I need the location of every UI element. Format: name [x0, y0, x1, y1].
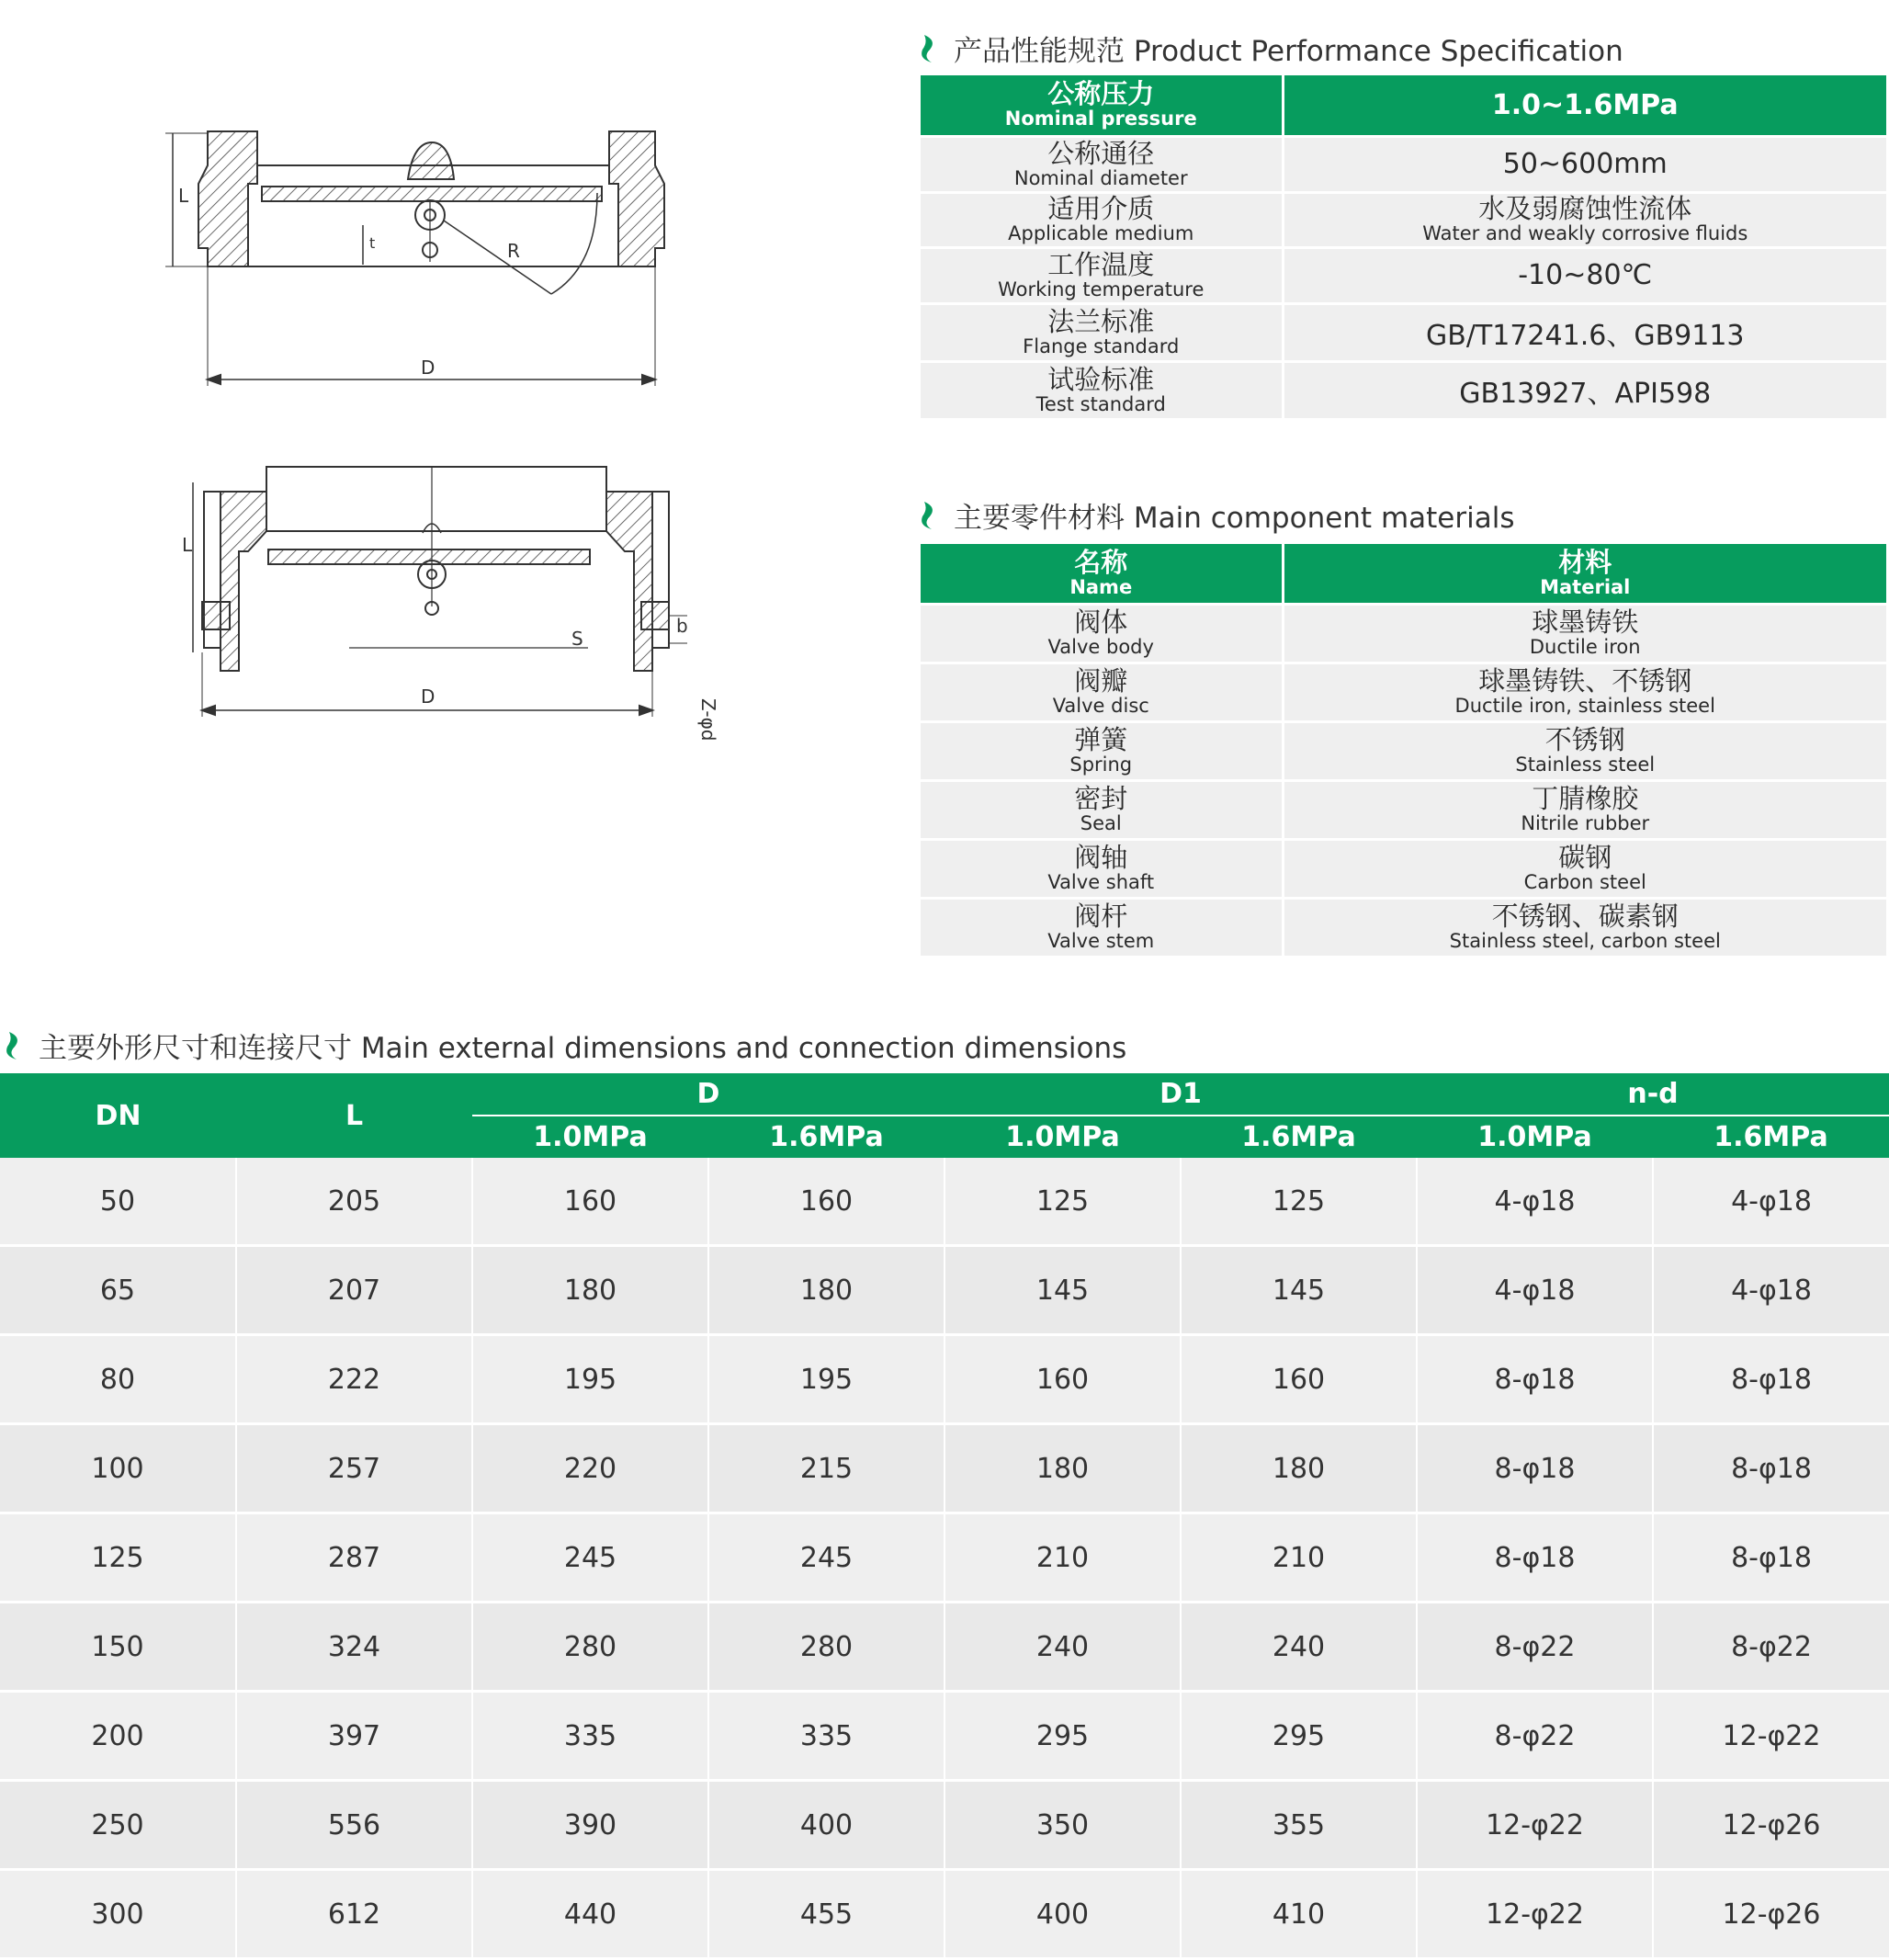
material-en: Stainless steel: [1515, 753, 1656, 776]
table-cell: 145: [1181, 1246, 1417, 1335]
table-cell: 4-φ18: [1653, 1246, 1889, 1335]
table-cell: 390: [472, 1781, 708, 1870]
col-d1: D1: [944, 1073, 1417, 1116]
material-cn: 不锈钢、碳素钢: [1491, 901, 1679, 932]
table-row: [0, 1335, 1889, 1424]
table-cell: 245: [472, 1513, 708, 1603]
dimensions-body: [0, 1158, 1889, 1959]
dim-label-d-bottom: D: [421, 685, 435, 708]
material-header-cn: 材料: [1558, 546, 1612, 578]
spec-value: [1283, 247, 1886, 303]
table-cell: 335: [472, 1692, 708, 1781]
part-name: [921, 663, 1283, 721]
table-cell: 295: [944, 1692, 1181, 1781]
col-d-1.6: 1.6MPa: [708, 1116, 944, 1158]
dim-label-r: R: [507, 240, 520, 262]
table-cell: 4-φ18: [1417, 1246, 1653, 1335]
table-cell: 222: [236, 1335, 472, 1424]
dim-label-l2: L: [182, 534, 193, 556]
dim-label-b: b: [676, 615, 688, 637]
part-material: [1283, 721, 1886, 780]
materials-section-title: [919, 494, 1514, 536]
table-cell: 440: [472, 1870, 708, 1959]
table-cell: 160: [708, 1158, 944, 1246]
spec-label-cn: 工作温度: [1047, 248, 1155, 280]
spec-value: [1283, 361, 1886, 419]
table-cell: 160: [472, 1158, 708, 1246]
leaf-icon: [919, 500, 943, 531]
spec-value-en: Water and weakly corrosive fluids: [1422, 222, 1748, 244]
part-cn: 阀瓣: [1074, 665, 1128, 697]
table-row: [0, 1158, 1889, 1246]
col-d: D: [472, 1073, 944, 1116]
table-cell: 245: [708, 1513, 944, 1603]
table-cell: 12-φ22: [1417, 1870, 1653, 1959]
table-row: [0, 1513, 1889, 1603]
col-d1-1.6: 1.6MPa: [1181, 1116, 1417, 1158]
part-material: [1283, 780, 1886, 839]
table-cell: 100: [0, 1424, 236, 1513]
header-label: [921, 75, 1283, 136]
spec-label: [921, 303, 1283, 361]
material-cn: 球墨铸铁: [1532, 606, 1639, 638]
part-en: Valve shaft: [1047, 871, 1155, 893]
table-row: [0, 1603, 1889, 1692]
leaf-icon: [4, 1030, 28, 1061]
table-cell: 180: [1181, 1424, 1417, 1513]
table-cell: 612: [236, 1870, 472, 1959]
top-view-drawing: [165, 131, 664, 386]
material-cn: 碳钢: [1558, 842, 1612, 873]
nominal-pressure-cn: 公称压力: [1047, 78, 1155, 110]
spec-value-text: GB13927、API598: [1459, 377, 1712, 410]
nominal-pressure-en: Nominal pressure: [1004, 108, 1197, 130]
table-cell: 295: [1181, 1692, 1417, 1781]
table-cell: 12-φ26: [1653, 1870, 1889, 1959]
table-cell: 8-φ22: [1653, 1603, 1889, 1692]
part-name: [921, 780, 1283, 839]
table-cell: 335: [708, 1692, 944, 1781]
material-en: Ductile iron, stainless steel: [1454, 695, 1715, 717]
spec-label: [921, 136, 1283, 192]
spec-value: [1283, 192, 1886, 247]
part-material: [1283, 604, 1886, 663]
dim-label-d-top: D: [421, 357, 435, 379]
part-cn: 阀轴: [1074, 842, 1128, 873]
spec-label-cn: 适用介质: [1047, 193, 1155, 224]
table-cell: 240: [1181, 1603, 1417, 1692]
table-row: [0, 1424, 1889, 1513]
spec-value: [1283, 136, 1886, 192]
part-en: Seal: [1080, 812, 1122, 834]
spec-label-en: Test standard: [1035, 392, 1166, 415]
table-cell: 210: [1181, 1513, 1417, 1603]
material-en: Stainless steel, carbon steel: [1449, 930, 1721, 952]
table-row: [0, 1781, 1889, 1870]
table-cell: 195: [708, 1335, 944, 1424]
table-cell: 8-φ18: [1653, 1335, 1889, 1424]
table-cell: 287: [236, 1513, 472, 1603]
table-cell: 455: [708, 1870, 944, 1959]
table-cell: 8-φ18: [1417, 1424, 1653, 1513]
part-cn: 弹簧: [1074, 724, 1128, 755]
table-cell: 8-φ22: [1417, 1603, 1653, 1692]
part-cn: 阀体: [1074, 606, 1128, 638]
performance-title-text: 产品性能规范 Product Performance Specification: [954, 35, 1623, 68]
table-cell: 355: [1181, 1781, 1417, 1870]
spec-value: [1283, 303, 1886, 361]
table-cell: 125: [1181, 1158, 1417, 1246]
table-cell: 300: [0, 1870, 236, 1959]
table-cell: 180: [708, 1246, 944, 1335]
col-d1-1.0: 1.0MPa: [944, 1116, 1181, 1158]
spec-label-en: Nominal diameter: [1013, 166, 1188, 189]
table-cell: 400: [944, 1870, 1181, 1959]
materials-title-text: 主要零件材料 Main component materials: [954, 502, 1515, 535]
spec-label-en: Working temperature: [998, 278, 1205, 300]
table-cell: 180: [944, 1424, 1181, 1513]
part-cn: 密封: [1074, 783, 1128, 814]
material-header-en: Material: [1540, 575, 1631, 598]
materials-table: [921, 544, 1886, 958]
table-row: [0, 1692, 1889, 1781]
table-cell: 400: [708, 1781, 944, 1870]
table-cell: 65: [0, 1246, 236, 1335]
table-cell: 50: [0, 1158, 236, 1246]
table-cell: 8-φ18: [1417, 1513, 1653, 1603]
table-cell: 4-φ18: [1653, 1158, 1889, 1246]
table-cell: 556: [236, 1781, 472, 1870]
spec-label: [921, 192, 1283, 247]
dim-label-l: L: [178, 185, 189, 207]
table-cell: 160: [944, 1335, 1181, 1424]
name-header-en: Name: [1069, 575, 1133, 598]
part-en: Valve disc: [1052, 695, 1149, 717]
table-cell: 207: [236, 1246, 472, 1335]
table-cell: 220: [472, 1424, 708, 1513]
dim-label-t: t: [369, 234, 376, 252]
performance-table: [921, 75, 1886, 421]
spec-value-text: GB/T17241.6、GB9113: [1426, 319, 1745, 352]
material-cn: 丁腈橡胶: [1532, 783, 1639, 814]
material-cn: 球墨铸铁、不锈钢: [1478, 665, 1692, 697]
part-material: [1283, 839, 1886, 898]
col-nd-1.0: 1.0MPa: [1417, 1116, 1653, 1158]
table-cell: 8-φ18: [1417, 1335, 1653, 1424]
table-cell: 250: [0, 1781, 236, 1870]
col-d-1.0: 1.0MPa: [472, 1116, 708, 1158]
col-nd-1.6: 1.6MPa: [1653, 1116, 1889, 1158]
table-cell: 12-φ22: [1417, 1781, 1653, 1870]
table-cell: 397: [236, 1692, 472, 1781]
dim-label-zphid: Z-φd: [697, 698, 719, 742]
col-dn: DN: [0, 1073, 236, 1158]
table-cell: 350: [944, 1781, 1181, 1870]
material-en: Nitrile rubber: [1521, 812, 1650, 834]
table-cell: 200: [0, 1692, 236, 1781]
part-name: [921, 898, 1283, 957]
name-header-cn: 名称: [1074, 546, 1128, 578]
part-cn: 阀杆: [1074, 901, 1128, 932]
table-cell: 150: [0, 1603, 236, 1692]
table-row: [0, 1870, 1889, 1959]
table-cell: 280: [708, 1603, 944, 1692]
part-en: Spring: [1069, 753, 1133, 776]
spec-value-text: -10~80℃: [1518, 259, 1653, 291]
spec-label-en: Applicable medium: [1008, 222, 1194, 244]
dimensions-table: [0, 1073, 1889, 1960]
table-cell: 215: [708, 1424, 944, 1513]
table-cell: 160: [1181, 1335, 1417, 1424]
table-cell: 180: [472, 1246, 708, 1335]
spec-label: [921, 247, 1283, 303]
table-cell: 8-φ22: [1417, 1692, 1653, 1781]
table-cell: 240: [944, 1603, 1181, 1692]
table-cell: 8-φ18: [1653, 1424, 1889, 1513]
flanged-view-drawing: [193, 467, 687, 717]
material-en: Carbon steel: [1523, 871, 1646, 893]
performance-section-title: [919, 28, 1623, 69]
table-cell: 210: [944, 1513, 1181, 1603]
spec-label-en: Flange standard: [1023, 334, 1180, 357]
table-cell: 324: [236, 1603, 472, 1692]
table-cell: 257: [236, 1424, 472, 1513]
table-cell: 195: [472, 1335, 708, 1424]
material-en: Ductile iron: [1529, 636, 1641, 658]
header-value: [1283, 75, 1886, 136]
part-material: [1283, 898, 1886, 957]
table-cell: 12-φ22: [1653, 1692, 1889, 1781]
spec-label: [921, 361, 1283, 419]
part-name: [921, 839, 1283, 898]
table-cell: 145: [944, 1246, 1181, 1335]
table-row: [0, 1246, 1889, 1335]
material-cn: 不锈钢: [1544, 724, 1625, 755]
spec-value-cn: 水及弱腐蚀性流体: [1478, 193, 1692, 224]
col-l: L: [236, 1073, 472, 1158]
table-cell: 205: [236, 1158, 472, 1246]
spec-value-text: 50~600mm: [1502, 148, 1668, 180]
table-cell: 12-φ26: [1653, 1781, 1889, 1870]
part-name: [921, 721, 1283, 780]
col-nd: n-d: [1417, 1073, 1889, 1116]
header-material: [1283, 544, 1886, 604]
spec-label-cn: 公称通径: [1047, 137, 1155, 169]
spec-label-cn: 法兰标准: [1047, 305, 1155, 337]
table-cell: 80: [0, 1335, 236, 1424]
valve-drawing: [165, 110, 735, 809]
part-material: [1283, 663, 1886, 721]
table-cell: 125: [0, 1513, 236, 1603]
table-cell: 125: [944, 1158, 1181, 1246]
table-cell: 4-φ18: [1417, 1158, 1653, 1246]
table-cell: 280: [472, 1603, 708, 1692]
part-en: Valve body: [1047, 636, 1154, 658]
part-en: Valve stem: [1047, 930, 1155, 952]
table-cell: 410: [1181, 1870, 1417, 1959]
leaf-icon: [919, 33, 943, 64]
nominal-pressure-value: 1.0~1.6MPa: [1491, 88, 1679, 121]
part-name: [921, 604, 1283, 663]
dimensions-section-title: [4, 1025, 1126, 1066]
spec-label-cn: 试验标准: [1047, 363, 1155, 395]
dim-label-s: S: [571, 628, 583, 650]
dimensions-title-text: 主要外形尺寸和连接尺寸 Main external dimensions and connection dimensions: [39, 1032, 1127, 1065]
table-cell: 8-φ18: [1653, 1513, 1889, 1603]
header-name: [921, 544, 1283, 604]
